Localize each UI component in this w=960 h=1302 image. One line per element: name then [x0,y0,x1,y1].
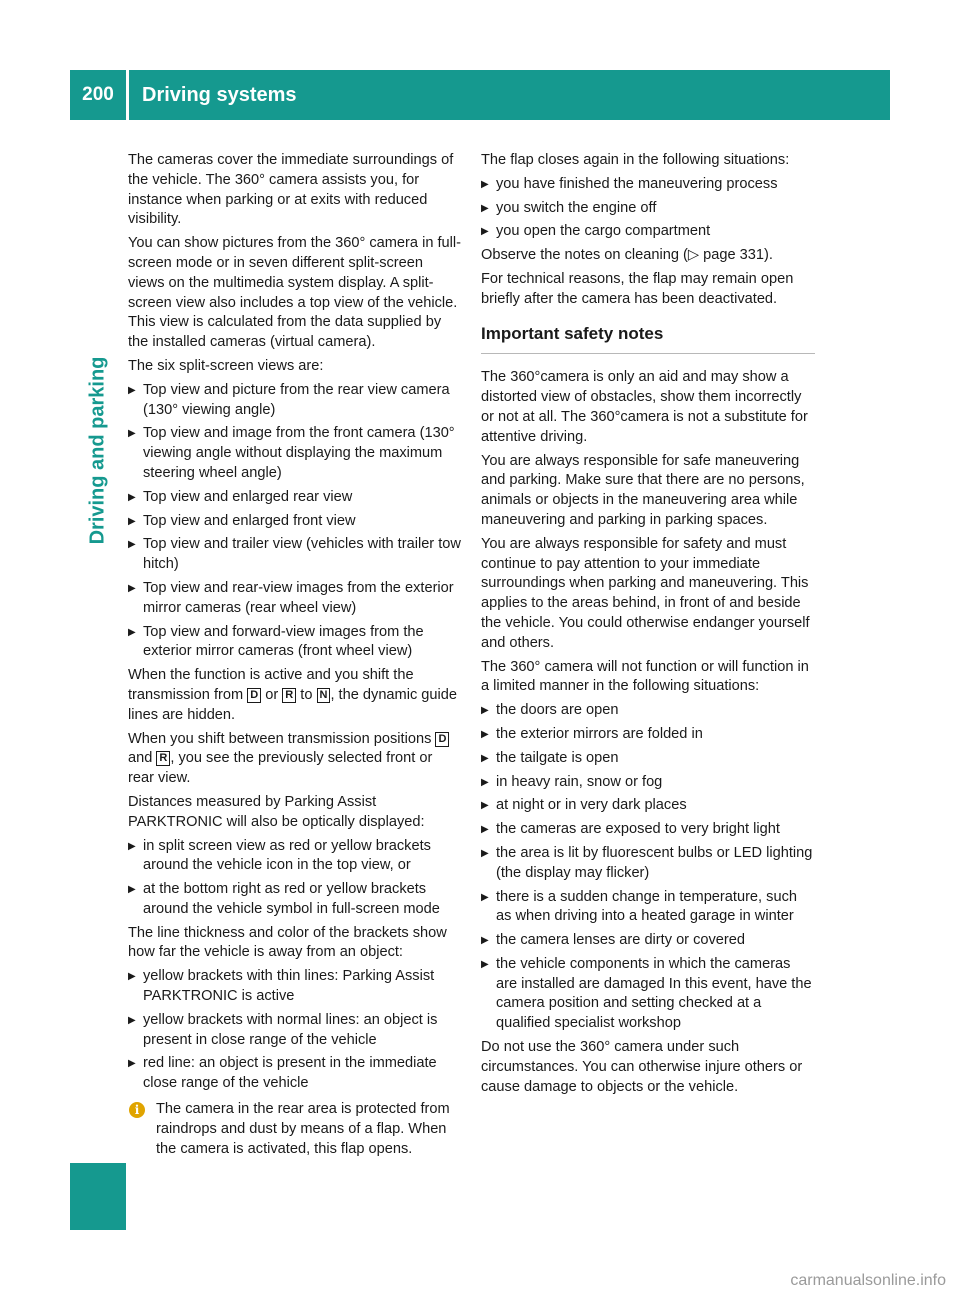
list-item: ▶ at the bottom right as red or yellow brackets around the vehicle symbol in full-screen mode [128,880,462,920]
cleaning-reference: Observe the notes on cleaning (▷ page 331). [481,247,773,264]
limitation-situations-list [481,701,815,1034]
limited-function-paragraph: The 360° camera will not function or will function in a limited manner in the following situations: [481,658,809,695]
header-divider [126,70,129,120]
flap-situations-list [481,175,815,242]
text-run: and [128,750,157,767]
list-item: ▶ you open the cargo compartment [481,222,815,242]
section-title: Driving systems [142,84,297,106]
guide-lines-paragraph [128,666,462,725]
drive-key-icon: D [247,688,261,703]
list-item: ▶ Top view and enlarged rear view [128,488,462,508]
chapter-side-label [84,300,112,600]
brackets-paragraph: The line thickness and color of the brackets show how far the vehicle is away from an object: [128,924,447,961]
responsibility-paragraph: You are always responsible for safe maneuvering and parking. Make sure that there are no persons, animals or objects in the maneuvering area while maneuvering and parking in parking spaces. [481,452,805,528]
text-run: to [296,686,317,703]
left-column [128,151,462,1159]
list-item: ▶ in heavy rain, snow or fog [481,773,815,793]
intro-paragraph: The cameras cover the immediate surroundings of the vehicle. The 360° camera assists you, for instance when parking or at exits with reduced visibility. [128,152,454,228]
list-item: ▶ Top view and picture from the rear view camera (130° viewing angle) [128,381,462,421]
list-item: ▶ the exterior mirrors are folded in [481,725,815,745]
chapter-tab-marker [70,1163,126,1230]
list-item: ▶ Top view and forward-view images from the exterior mirror cameras (front wheel view) [128,623,462,663]
flap-closes-paragraph: The flap closes again in the following situations: [481,152,790,168]
drive-key-icon: D [435,732,449,747]
info-note-text: The camera in the rear area is protected from raindrops and dust by means of a flap. When the camera is activated, this flap opens. [156,1101,450,1157]
parktronic-paragraph: Distances measured by Parking Assist PARKTRONIC will also be optically displayed: [128,793,425,830]
shift-positions-paragraph [128,730,462,789]
warning-paragraph: Do not use the 360° camera under such circumstances. You can otherwise injure others or cause damage to objects or the vehicle. [481,1039,803,1095]
list-item: ▶ yellow brackets with thin lines: Parking Assist PARKTRONIC is active [128,967,462,1007]
list-item: ▶ the tailgate is open [481,749,815,769]
list-item: ▶ in split screen view as red or yellow brackets around the vehicle icon in the top view, or [128,837,462,877]
neutral-key-icon: N [317,688,331,703]
list-item: ▶ the doors are open [481,701,815,721]
list-item: ▶ the area is lit by fluorescent bulbs or LED lighting (the display may flicker) [481,844,815,884]
list-item: ▶ the cameras are exposed to very bright light [481,820,815,840]
text-run: , you see the previously selected front or rear view. [128,750,433,787]
list-item: ▶ at night or in very dark places [481,796,815,816]
info-icon: i [129,1102,145,1118]
info-note [128,1100,462,1159]
list-item: ▶ you have finished the maneuvering process [481,175,815,195]
list-item: ▶ Top view and image from the front camera (130° viewing angle without displaying the maximum steering wheel angle) [128,424,462,483]
bracket-meaning-list [128,967,462,1094]
list-item: ▶ Top view and rear-view images from the exterior mirror cameras (rear wheel view) [128,579,462,619]
list-item: ▶ red line: an object is present in the immediate close range of the vehicle [128,1054,462,1094]
split-screen-intro: The six split-screen views are: [128,357,324,374]
distance-display-list [128,837,462,920]
text-run: When you shift between transmission positions [128,730,436,747]
list-item: ▶ Top view and trailer view (vehicles with trailer tow hitch) [128,535,462,575]
chapter-label-text: Driving and parking [86,356,109,544]
attention-paragraph: You are always responsible for safety and must continue to pay attention to your immediate surroundings when parking and maneuvering. This applies to the areas behind, in front of and beside the vehicle. You could otherwise endanger yourself and others. [481,535,810,651]
reverse-key-icon: R [156,751,170,766]
text-run: When the function is active and you shift the transmission from [128,667,414,703]
safety-notes-heading: Important safety notes [481,324,815,355]
flap-open-paragraph: For technical reasons, the flap may remain open briefly after the camera has been deactivated. [481,270,794,307]
list-item: ▶ the vehicle components in which the cameras are installed are damaged In this event, have the camera position and setting checked at a qualified specialist workshop [481,955,815,1034]
list-item: ▶ yellow brackets with normal lines: an object is present in close range of the vehicle [128,1011,462,1051]
display-modes-paragraph: You can show pictures from the 360° camera in full-screen mode or in seven different split-screen views on the multimedia system display. A split-screen view also includes a top view of the vehicle. This view is calculated from the data supplied by the installed cameras (virtual camera). [128,235,462,351]
list-item: ▶ there is a sudden change in temperature, such as when driving into a heated garage in winter [481,888,815,928]
text-run: , the dynamic guide lines are hidden. [128,686,458,723]
list-item: ▶ Top view and enlarged front view [128,512,462,532]
reverse-key-icon: R [282,688,296,703]
list-item: ▶ the camera lenses are dirty or covered [481,931,815,951]
page-number: 200 [82,84,114,105]
right-column [481,151,815,1101]
list-item: ▶ you switch the engine off [481,199,815,219]
aid-paragraph: The 360°camera is only an aid and may show a distorted view of obstacles, show them incorrectly or not at all. The 360°camera is not a substitute for attentive driving. [481,369,808,445]
watermark: carmanualsonline.info [790,1272,946,1289]
text-run: or [261,686,283,703]
split-screen-views-list [128,381,462,662]
